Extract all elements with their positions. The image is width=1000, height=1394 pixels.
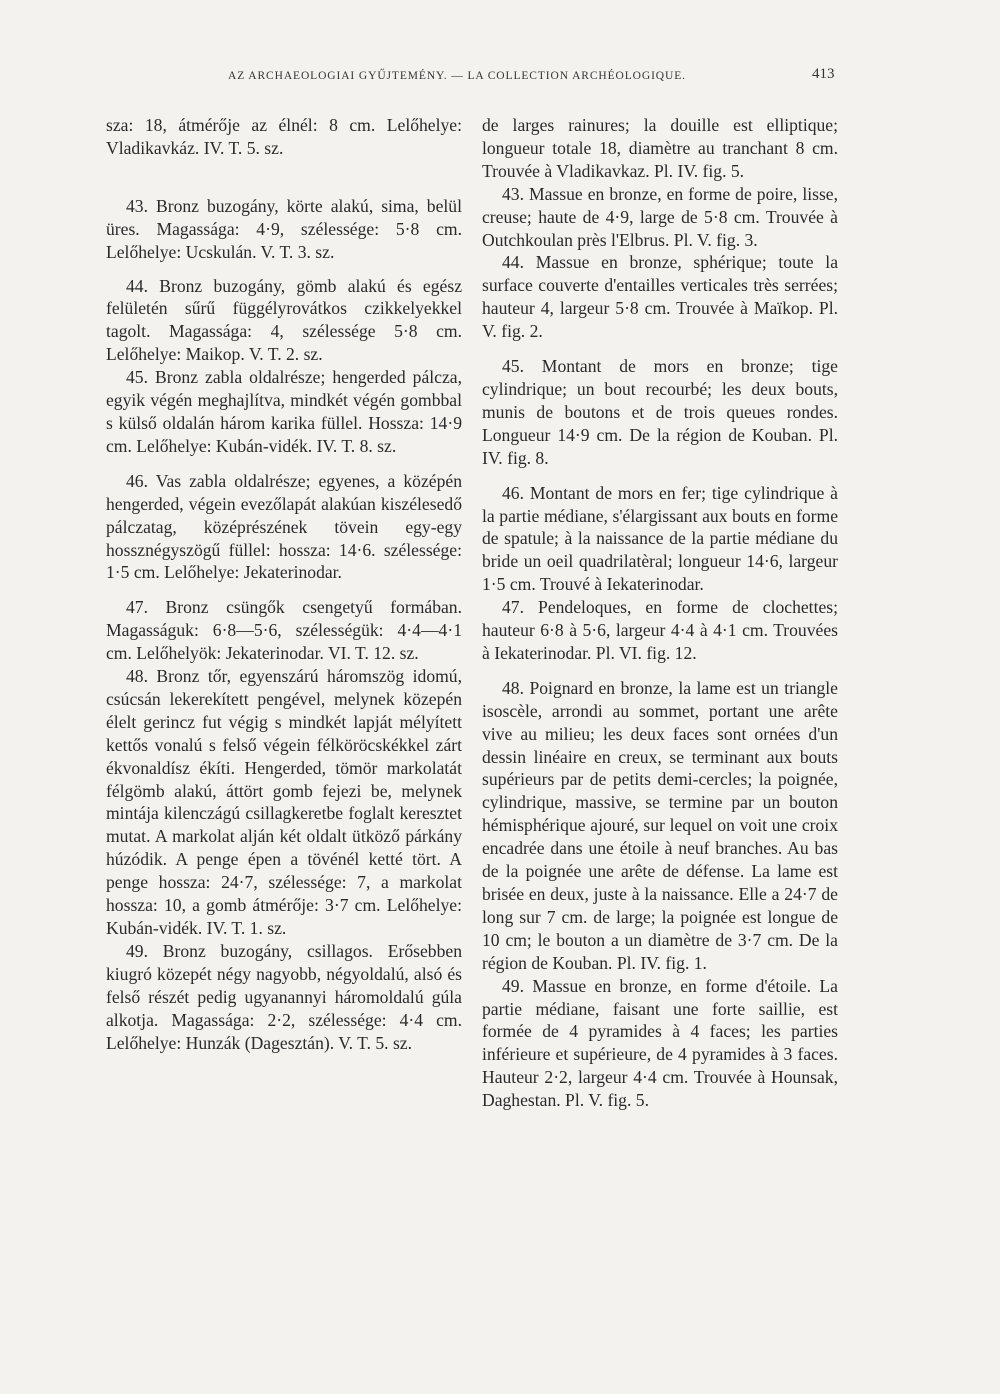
entry-47: 47. Bronz csüngők csengetyű formában. Magasságuk: 6·8—5·6, szélességük: 4·4—4·1 cm. Lelőhelyök: Jekaterinodar. VI. T. 12. sz.: [106, 597, 462, 664]
entry-continuation: de larges rainures; la douille est elliptique; longueur totale 18, diamètre au tranchant 8 cm. Trouvée à Vladikavkaz. Pl. IV. fig. 5.: [482, 115, 838, 181]
entry-44: 44. Bronz buzogány, gömb alakú és egész felületén sűrű függélyrovátkos czikkelyekkel tagolt. Magassága: 4, szélessége 5·8 cm. Lelőhelye: Maikop. V. T. 2. sz.: [106, 275, 462, 365]
entry-46: 46. Vas zabla oldalrésze; egyenes, a középén hengerded, végein evezőlapát alakúan kiszélesedő pálczatag, középrészének tövein egy-egy hossznégyszögű füllel: hossza: 14·6. szélessége: 1·5 cm. Lelőhelye: Jekaterinodar.: [106, 470, 462, 583]
running-header-title: AZ ARCHAEOLOGIAI GYŰJTEMÉNY. — LA COLLECTION ARCHÉOLOGIQUE.: [228, 70, 686, 82]
running-header: [0, 66, 1000, 90]
entry-48: 48. Poignard en bronze, la lame est un triangle isoscèle, arrondi au sommet, portant une arête vive au milieu; les deux faces sont ornées d'un dessin linéaire en creux, se terminant aux bouts supérieurs par de petits demi-cercles; la poignée, cylindrique, massive, se termine par un bouton hémisphérique ajouré, sur lequel on voit une croix encadrée dans une étoile à neuf branches. Au bas de la poignée une arête de défense. La lame est brisée en deux, juste à la naissance. Elle a 24·7 de long sur 7 cm. de large; la poignée est longue de 10 cm; le bouton a un diamètre de 3·7 cm. De la région de Kouban. Pl. IV. fig. 1.: [482, 677, 838, 973]
entry-43: 43. Massue en bronze, en forme de poire, lisse, creuse; haute de 4·9, large de 5·8 cm. Trouvée à Outchkoulan près l'Elbrus. Pl. V. fig. 3.: [482, 183, 838, 250]
entry-43: 43. Bronz buzogány, körte alakú, sima, belül üres. Magassága: 4·9, szélessége: 5·8 cm. Lelőhelye: Ucskulán. V. T. 3. sz.: [106, 195, 462, 262]
right-column-french: [482, 114, 838, 1112]
entry-49: 49. Massue en bronze, en forme d'étoile. La partie médiane, faisant une forte saillie, est formée de 4 pyramides à 4 faces; les parties inférieure et supérieure, de 4 pyramides à 3 faces. Hauteur 2·2, largeur 4·4 cm. Trouvée à Hounsak, Daghestan. Pl. V. fig. 5.: [482, 975, 838, 1111]
entry-46: 46. Montant de mors en fer; tige cylindrique à la partie médiane, s'élargissant aux bouts en forme de spatule; à la naissance de la partie médiane du bride un oeil quadrilatèral; longueur 14·6, largeur 1·5 cm. Trouvé à Iekaterinodar.: [482, 482, 838, 595]
left-column-hungarian: [106, 114, 462, 1054]
entry-49: 49. Bronz buzogány, csillagos. Erősebben kiugró közepét négy nagyobb, négyoldalú, alsó és felső részét pedig ugyanannyi háromoldalú gúla alkotja. Magassága: 2·2, szélessége: 4·4 cm. Lelőhelye: Hunzák (Dagesztán). V. T. 5. sz.: [106, 940, 462, 1053]
entry-45: 45. Bronz zabla oldalrésze; hengerded pálcza, egyik végén meghajlítva, mindkét végén gombbal s külső oldalán három karika füllel. Hossza: 14·9 cm. Lelőhelye: Kubán-vidék. IV. T. 8. sz.: [106, 367, 462, 456]
entry-47: 47. Pendeloques, en forme de clochettes; hauteur 6·8 à 5·6, largeur 4·4 à 4·1 cm. Trouvées à Iekaterinodar. Pl. VI. fig. 12.: [482, 597, 838, 663]
entry-continuation: sza: 18, átmérője az élnél: 8 cm. Lelőhelye: Vladikavkáz. IV. T. 5. sz.: [106, 115, 462, 158]
entry-48: 48. Bronz tőr, egyenszárú háromszög idomú, csúcsán lekerekített pengével, melynek közepén élelt gerincz fut végig s mindkét lapját mélyített kettős vonalú s felső végein félköröcskékkel zárt ékvonaldísz ékíti. Hengerded, tömör markolatát félgömb alakú, áttört gomb fejezi be, melynek mintája kilenczágú csillagkeretbe foglalt keresztet mutat. A markolat alján két oldalt ütköző párkány húzódik. A penge épen a tövénél ketté tört. A penge hossza: 24·7, szélessége: 7, a markolat hossza: 10, a gomb átmérője: 3·7 cm. Lelőhelye: Kubán-vidék. IV. T. 1. sz.: [106, 666, 462, 938]
entry-45: 45. Montant de mors en bronze; tige cylindrique; un bout recourbé; les deux bouts, munis de boutons et de trois queues rondes. Longueur 14·9 cm. De la région de Kouban. Pl. IV. fig. 8.: [482, 356, 838, 468]
entry-44: 44. Massue en bronze, sphérique; toute la surface couverte d'entailles verticales très serrées; hauteur 4, largeur 5·8 cm. Trouvée à Maïkop. Pl. V. fig. 2.: [482, 252, 838, 342]
page-number: 413: [812, 66, 835, 82]
